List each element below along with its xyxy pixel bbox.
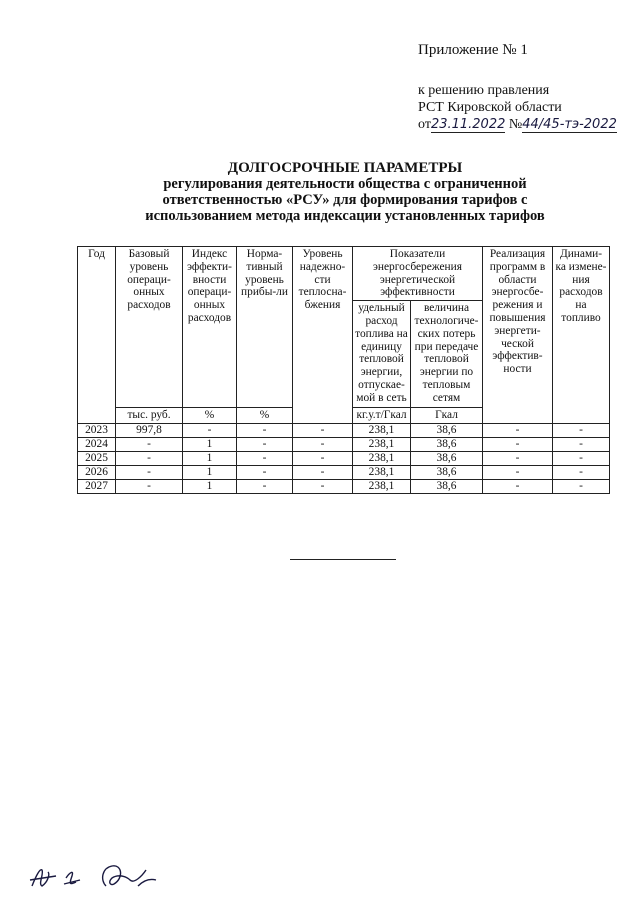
cell-base: - <box>116 465 183 479</box>
cell-year: 2023 <box>78 423 116 437</box>
number-label: № <box>508 117 523 132</box>
header-profit-level: Норма-тивный уровень прибы-ли <box>237 247 293 408</box>
handwritten-date: 23.11.2022 <box>430 117 506 132</box>
cell-base: - <box>116 451 183 465</box>
decision-date-number <box>418 116 617 133</box>
unit-index: % <box>183 408 237 424</box>
cell-dynamics: - <box>553 479 610 493</box>
header-reliability: Уровень надежно-сти теплосна-бжения <box>293 247 353 424</box>
cell-index: 1 <box>183 465 237 479</box>
table-row <box>78 451 610 465</box>
header-energy-indicators: Показатели энергосбережения энергетической эффективности <box>353 247 483 301</box>
header-fuel-consumption: удельный расход топлива на единицу тепловой энергии, отпускае-мой в сеть <box>353 301 411 408</box>
cell-base: - <box>116 437 183 451</box>
unit-base: тыс. руб. <box>116 408 183 424</box>
cell-year: 2026 <box>78 465 116 479</box>
attachment-label: Приложение № 1 <box>418 42 528 58</box>
unit-fuel: кг.у.т/Гкал <box>353 408 411 424</box>
table-row <box>78 423 610 437</box>
decision-line-1: к решению правления <box>418 83 550 98</box>
cell-losses: 38,6 <box>411 437 483 451</box>
cell-reliability: - <box>293 437 353 451</box>
cell-base: 997,8 <box>116 423 183 437</box>
from-label: от <box>418 117 431 132</box>
title-line-2: регулирования деятельности общества с ограниченной <box>163 176 527 192</box>
cell-year: 2025 <box>78 451 116 465</box>
cell-year: 2027 <box>78 479 116 493</box>
handwritten-number: 44/45-тэ-2022 <box>522 117 617 132</box>
cell-index: 1 <box>183 451 237 465</box>
cell-profit: - <box>237 451 293 465</box>
cell-fuel: 238,1 <box>353 423 411 437</box>
cell-losses: 38,6 <box>411 423 483 437</box>
cell-index: 1 <box>183 479 237 493</box>
cell-index: 1 <box>183 437 237 451</box>
table-row <box>78 437 610 451</box>
cell-dynamics: - <box>553 451 610 465</box>
title-line-3: ответственностью «РСУ» для формирования тарифов с <box>162 192 528 208</box>
end-rule <box>290 559 396 560</box>
table-row <box>78 479 610 493</box>
cell-fuel: 238,1 <box>353 479 411 493</box>
document-title <box>130 160 560 224</box>
title-line-1: ДОЛГОСРОЧНЫЕ ПАРАМЕТРЫ <box>227 160 463 176</box>
header-programs: Реализация программ в области энергосбе-режения и повышения энергети-ческой эффектив-ности <box>483 247 553 424</box>
cell-fuel: 238,1 <box>353 437 411 451</box>
cell-programs: - <box>483 423 553 437</box>
cell-base: - <box>116 479 183 493</box>
cell-fuel: 238,1 <box>353 465 411 479</box>
cell-dynamics: - <box>553 423 610 437</box>
cell-profit: - <box>237 479 293 493</box>
cell-losses: 38,6 <box>411 479 483 493</box>
cell-programs: - <box>483 465 553 479</box>
cell-reliability: - <box>293 479 353 493</box>
cell-losses: 38,6 <box>411 465 483 479</box>
cell-profit: - <box>237 423 293 437</box>
cell-reliability: - <box>293 465 353 479</box>
header-year: Год <box>78 247 116 424</box>
cell-losses: 38,6 <box>411 451 483 465</box>
cell-dynamics: - <box>553 465 610 479</box>
decision-reference <box>418 82 617 133</box>
unit-losses: Гкал <box>411 408 483 424</box>
cell-profit: - <box>237 465 293 479</box>
cell-programs: - <box>483 479 553 493</box>
cell-reliability: - <box>293 451 353 465</box>
cell-dynamics: - <box>553 437 610 451</box>
cell-index: - <box>183 423 237 437</box>
header-base-costs: Базовый уровень операци-онных расходов <box>116 247 183 408</box>
cell-reliability: - <box>293 423 353 437</box>
parameters-table <box>77 246 610 494</box>
cell-year: 2024 <box>78 437 116 451</box>
cell-programs: - <box>483 451 553 465</box>
title-line-4: использованием метода индексации установленных тарифов <box>145 208 545 224</box>
table-row <box>78 465 610 479</box>
cell-programs: - <box>483 437 553 451</box>
decision-line-2: РСТ Кировской области <box>418 100 562 115</box>
header-efficiency-index: Индекс эффекти-вности операци-онных расходов <box>183 247 237 408</box>
header-row-1 <box>78 247 610 301</box>
header-heat-losses: величина технологиче-ских потерь при передаче тепловой энергии по тепловым сетям <box>411 301 483 408</box>
signature <box>26 856 186 896</box>
cell-profit: - <box>237 437 293 451</box>
cell-fuel: 238,1 <box>353 451 411 465</box>
unit-profit: % <box>237 408 293 424</box>
header-fuel-dynamics: Динами-ка измене-ния расходов на топливо <box>553 247 610 424</box>
